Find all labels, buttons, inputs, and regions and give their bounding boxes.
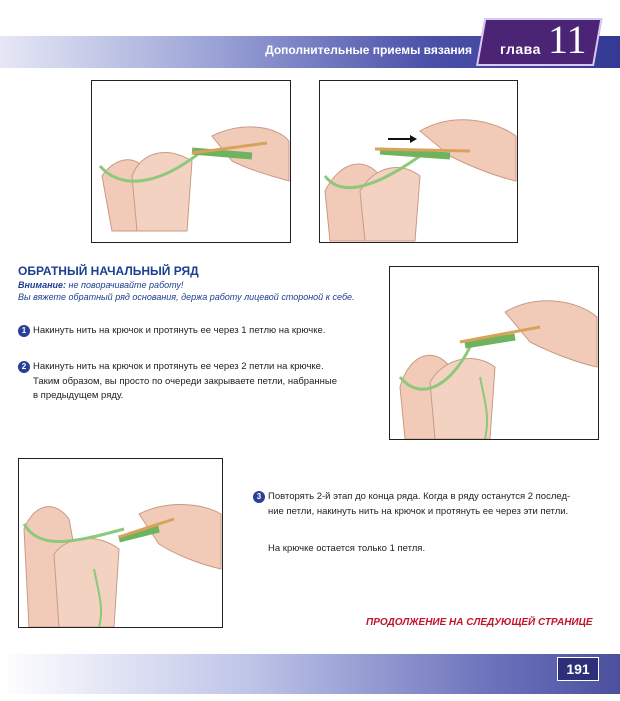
photo-step-hands-1	[91, 80, 291, 243]
step-text: Накинуть нить на крючок и протянуть ее через 1 петлю на крючке.	[33, 325, 326, 336]
step-3-extra: На крючке остается только 1 петля.	[268, 543, 426, 554]
note-label: Внимание:	[18, 280, 67, 290]
chapter-number: 11	[548, 17, 587, 62]
step-text: Таким образом, вы просто по очереди закрываете петли, набранные	[33, 375, 337, 387]
photo-step-hands-3	[389, 266, 599, 440]
step-text: Накинуть нить на крючок и протянуть ее через 2 петли на крючке.	[33, 361, 324, 372]
step-text: Повторять 2-й этап до конца ряда. Когда в ряду останутся 2 послед-	[268, 491, 571, 502]
footer-band	[0, 654, 620, 694]
step-text: в предыдущем ряду.	[33, 389, 124, 401]
step-1	[18, 324, 325, 339]
step-number-badge: 3	[253, 491, 265, 503]
photo-step-hands-2	[319, 80, 518, 243]
chapter-label: глава	[500, 41, 541, 57]
note-line-2: Вы вяжете обратный ряд основания, держа работу лицевой стороной к себе.	[18, 292, 355, 302]
step-2	[18, 360, 337, 403]
step-number-badge: 1	[18, 325, 30, 337]
step-text: ние петли, накинуть нить на крючок и протянуть ее через эти петли.	[268, 505, 569, 517]
step-3	[253, 490, 570, 519]
page-number: 191	[557, 657, 599, 681]
header-section-title: Дополнительные приемы вязания	[265, 43, 472, 57]
photo-step-hands-4	[18, 458, 223, 628]
note-line	[18, 280, 183, 290]
continuation-note: ПРОДОЛЖЕНИЕ НА СЛЕДУЮЩЕЙ СТРАНИЦЕ	[366, 617, 593, 628]
note-text: не поворачивайте работу!	[66, 280, 184, 290]
section-title: ОБРАТНЫЙ НАЧАЛЬНЫЙ РЯД	[18, 264, 199, 278]
step-number-badge: 2	[18, 361, 30, 373]
